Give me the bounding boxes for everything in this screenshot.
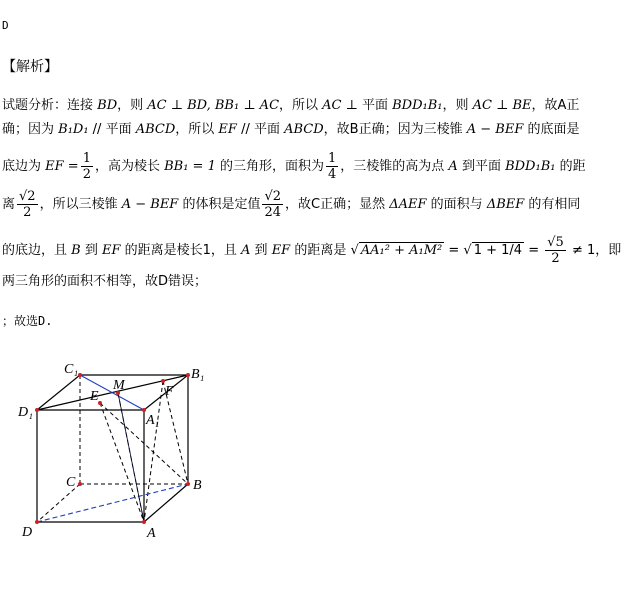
conclusion: ；故选D. — [2, 314, 53, 328]
edge-a-m — [118, 393, 144, 522]
label-f: F — [165, 384, 174, 399]
label-e: E — [90, 389, 99, 404]
point-f — [161, 379, 165, 383]
analysis-line-5: 的底边，且 B 到 EF 的距离是棱长1，且 A 到 EF 的距离是 √ AA₁² + A₁M² = √ 1 + 1/4 = $\frac{√5}{2}$ ≠ 1，即 — [2, 235, 622, 266]
analysis-line-4: 离 $\frac{√2}{2}$ ，所以三棱锥 A − BEF 的体积是定值 $\frac{√2}{24}$ ，故C正确；显然 ΔAEF 的面积与 ΔBEF 的有相同 — [2, 189, 581, 220]
label-c: C — [66, 475, 76, 490]
point-e — [98, 401, 102, 405]
label-d1: D₁ — [18, 405, 33, 420]
label-b1: B₁ — [191, 367, 205, 382]
label-b: B — [193, 478, 202, 493]
analysis-line-2: 确；因为 B₁D₁ // 平面 ABCD，所以 EF // 平面 ABCD，故B正确；因为三棱锥 A − BEF 的底面是 — [2, 122, 580, 137]
analysis-line-3: 底边为 EF = $\frac{1}{2}$ ，高为棱长 BB₁ = 1 的三角形，面积为 $\frac{1}{4}$ ，三棱锥的高为点 A 到平面 BDD₁B₁ 的距 — [2, 151, 586, 182]
point-b1 — [186, 373, 190, 377]
answer-letter: D — [2, 19, 9, 32]
point-a1 — [142, 408, 146, 412]
label-a: A — [147, 526, 156, 541]
hidden-e-a — [100, 403, 144, 522]
section-title: 【解析】 — [2, 59, 58, 75]
label-a1: A₁ — [146, 413, 160, 428]
point-d1 — [35, 408, 39, 412]
label-m: M — [113, 378, 125, 393]
point-c — [78, 482, 82, 486]
point-c1 — [78, 373, 82, 377]
analysis-line-6: 两三角形的面积不相等，故D错误； — [2, 274, 208, 289]
point-b — [186, 482, 190, 486]
point-a — [142, 520, 146, 524]
point-d — [35, 520, 39, 524]
label-c1: C₁ — [64, 362, 79, 377]
label-d: D — [22, 525, 33, 540]
analysis-line-1: 试题分析：连接 BD，则 AC ⊥ BD, BB₁ ⊥ AC，所以 AC ⊥ 平面 BDD₁B₁，则 AC ⊥ BE，故A正 — [2, 98, 580, 113]
